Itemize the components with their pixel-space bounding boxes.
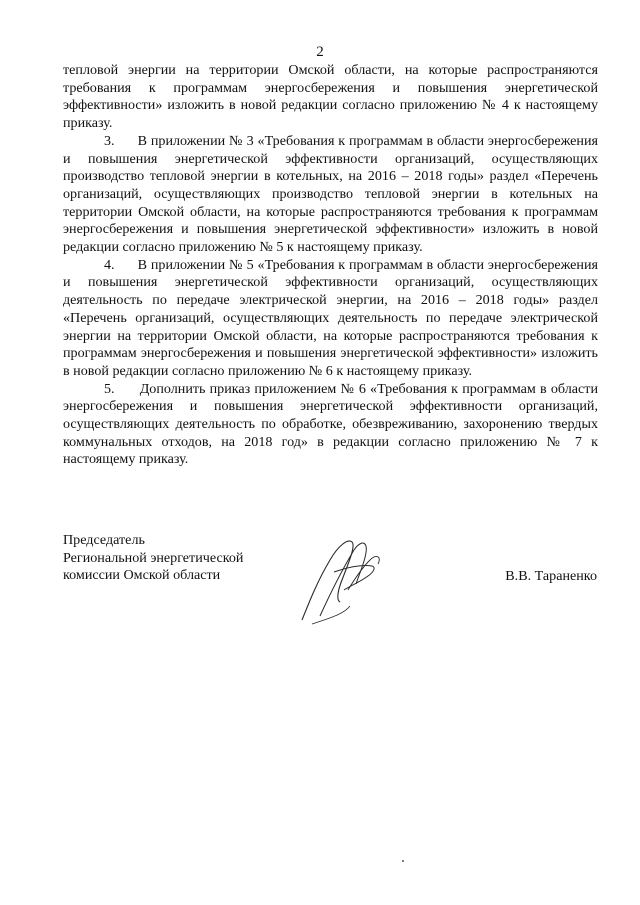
signatory-title-line: Председатель <box>63 532 145 548</box>
paragraph-item-4: 4. В приложении № 5 «Требования к программам в области энергосбережения и повышения энергетической эффективности организаций, осуществляющих деятельность по передаче электрической энергии, на 2016 – 2018 годы» раздел «Перечень организаций, осуществляющих деятельность по передаче электрической энергии на территории Омской области, на которые распространяются требования к программам энергосбережения и повышения энергетической эффективности» изложить в новой редакции согласно приложению № 6 к настоящему приказу. <box>63 256 598 379</box>
signatory-title-line: комиссии Омской области <box>63 567 221 584</box>
paragraph-item-3: 3. В приложении № 3 «Требования к программам в области энергосбережения и повышения энергетической эффективности организаций, осуществляющих производство тепловой энергии в котельных, на 2016 – 2018 годы» раздел «Перечень организаций, осуществляющих производство тепловой энергии в котельных на территории Омской области, на которые распространяются требования к программам энергосбережения и повышения энергетической эффективности» изложить в новой редакции согласно приложению № 5 к настоящему приказу. <box>63 132 598 256</box>
document-body <box>63 62 598 469</box>
signatory-name: В.В. Тараненко <box>505 568 597 584</box>
signatory-title-line: Региональной энергетической <box>63 549 244 566</box>
signatory-title <box>63 532 243 585</box>
paragraph-continuation: тепловой энергии на территории Омской области, на которые распространяются требования к программам энергосбережения и повышения энергетической эффективности» изложить в новой редакции согласно приложению № 4 к настоящему приказу. <box>63 62 598 132</box>
scan-speck <box>402 860 404 862</box>
handwritten-signature <box>290 520 400 630</box>
page-number: 2 <box>316 44 324 60</box>
paragraph-item-5: 5. Дополнить приказ приложением № 6 «Требования к программам в области энергосбережения и повышения энергетической эффективности организаций, осуществляющих деятельность по обработке, обезвреживанию, захоронению твердых коммунальных отходов, на 2018 год» в редакции согласно приложению № 7 к настоящему приказу. <box>63 380 598 468</box>
